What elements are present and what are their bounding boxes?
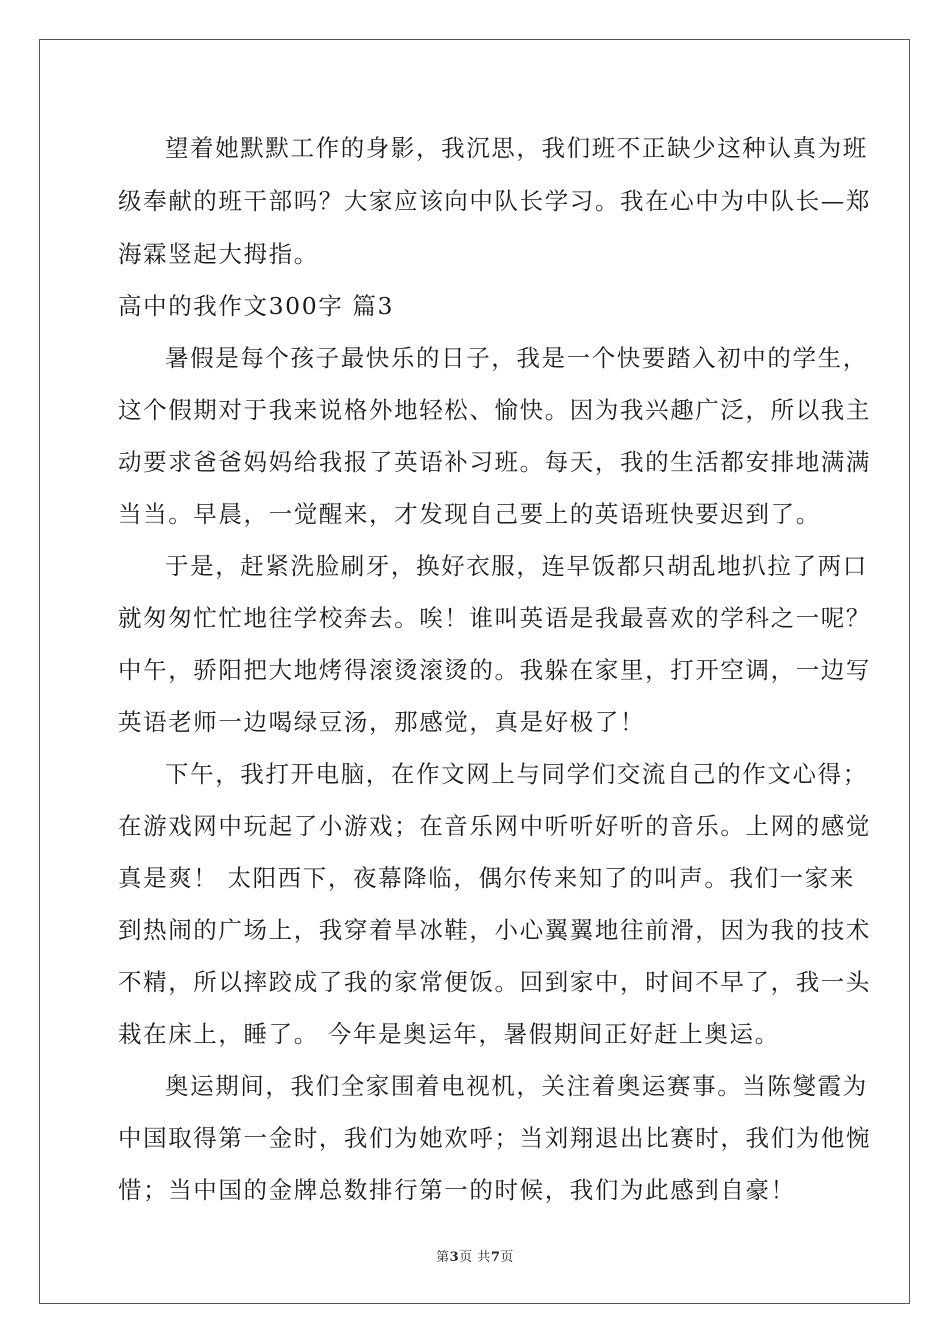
total-pages-number: 7 <box>490 1250 501 1265</box>
text-line: 惜；当中国的金牌总数排行第一的时候，我们为此感到自豪！ <box>118 1176 796 1204</box>
text-line: 奥运期间，我们全家围着电视机，关注着奥运赛事。当陈燮霞为 <box>165 1072 868 1100</box>
text-line: 级奉献的班干部吗？大家应该向中队长学习。我在心中为中队长—郑 <box>118 187 871 215</box>
text-line: 不精，所以摔跤成了我的家常便饭。回到家中，时间不早了，我一头 <box>118 968 871 996</box>
text-line: 真是爽！ 太阳西下，夜幕降临，偶尔传来知了的叫声。我们一家来 <box>118 864 855 892</box>
text-line: 海霖竖起大拇指。 <box>118 240 319 268</box>
text-line: 暑假是每个孩子最快乐的日子，我是一个快要踏入初中的学生， <box>165 344 868 372</box>
text-line: 动要求爸爸妈妈给我报了英语补习班。每天，我的生活都安排地满满 <box>118 448 871 476</box>
page-label-suffix: 页 <box>500 1250 514 1265</box>
text-line: 当当。早晨，一觉醒来，才发现自己要上的英语班快要迟到了。 <box>118 500 821 528</box>
current-page-number: 3 <box>449 1250 460 1265</box>
text-line: 下午，我打开电脑，在作文网上与同学们交流自己的作文心得； <box>165 760 868 788</box>
text-line: 在游戏网中玩起了小游戏；在音乐网中听听好听的音乐。上网的感觉 <box>118 812 871 840</box>
text-line: 英语老师一边喝绿豆汤，那感觉，真是好极了！ <box>118 708 646 736</box>
text-line: 中午，骄阳把大地烤得滚烫滚烫的。我躲在家里，打开空调，一边写 <box>118 656 871 684</box>
text-line: 就匆匆忙忙地往学校奔去。唉！谁叫英语是我最喜欢的学科之一呢？ <box>118 604 871 632</box>
text-line: 到热闹的广场上，我穿着旱冰鞋，小心翼翼地往前滑，因为我的技术 <box>118 916 871 944</box>
page-footer <box>0 1246 950 1265</box>
section-heading: 高中的我作文300字 篇3 <box>118 292 395 320</box>
text-line: 中国取得第一金时，我们为她欢呼；当刘翔退出比赛时，我们为他惋 <box>118 1124 871 1152</box>
page-label-prefix: 第 <box>436 1250 450 1265</box>
text-line: 望着她默默工作的身影，我沉思，我们班不正缺少这种认真为班 <box>165 134 868 162</box>
page-label-mid: 页 共 <box>459 1250 491 1265</box>
text-line: 这个假期对于我来说格外地轻松、愉快。因为我兴趣广泛，所以我主 <box>118 396 871 424</box>
text-line: 栽在床上，睡了。 今年是奥运年，暑假期间正好赶上奥运。 <box>118 1020 780 1048</box>
text-line: 于是，赶紧洗脸刷牙，换好衣服，连早饭都只胡乱地扒拉了两口 <box>165 552 868 580</box>
